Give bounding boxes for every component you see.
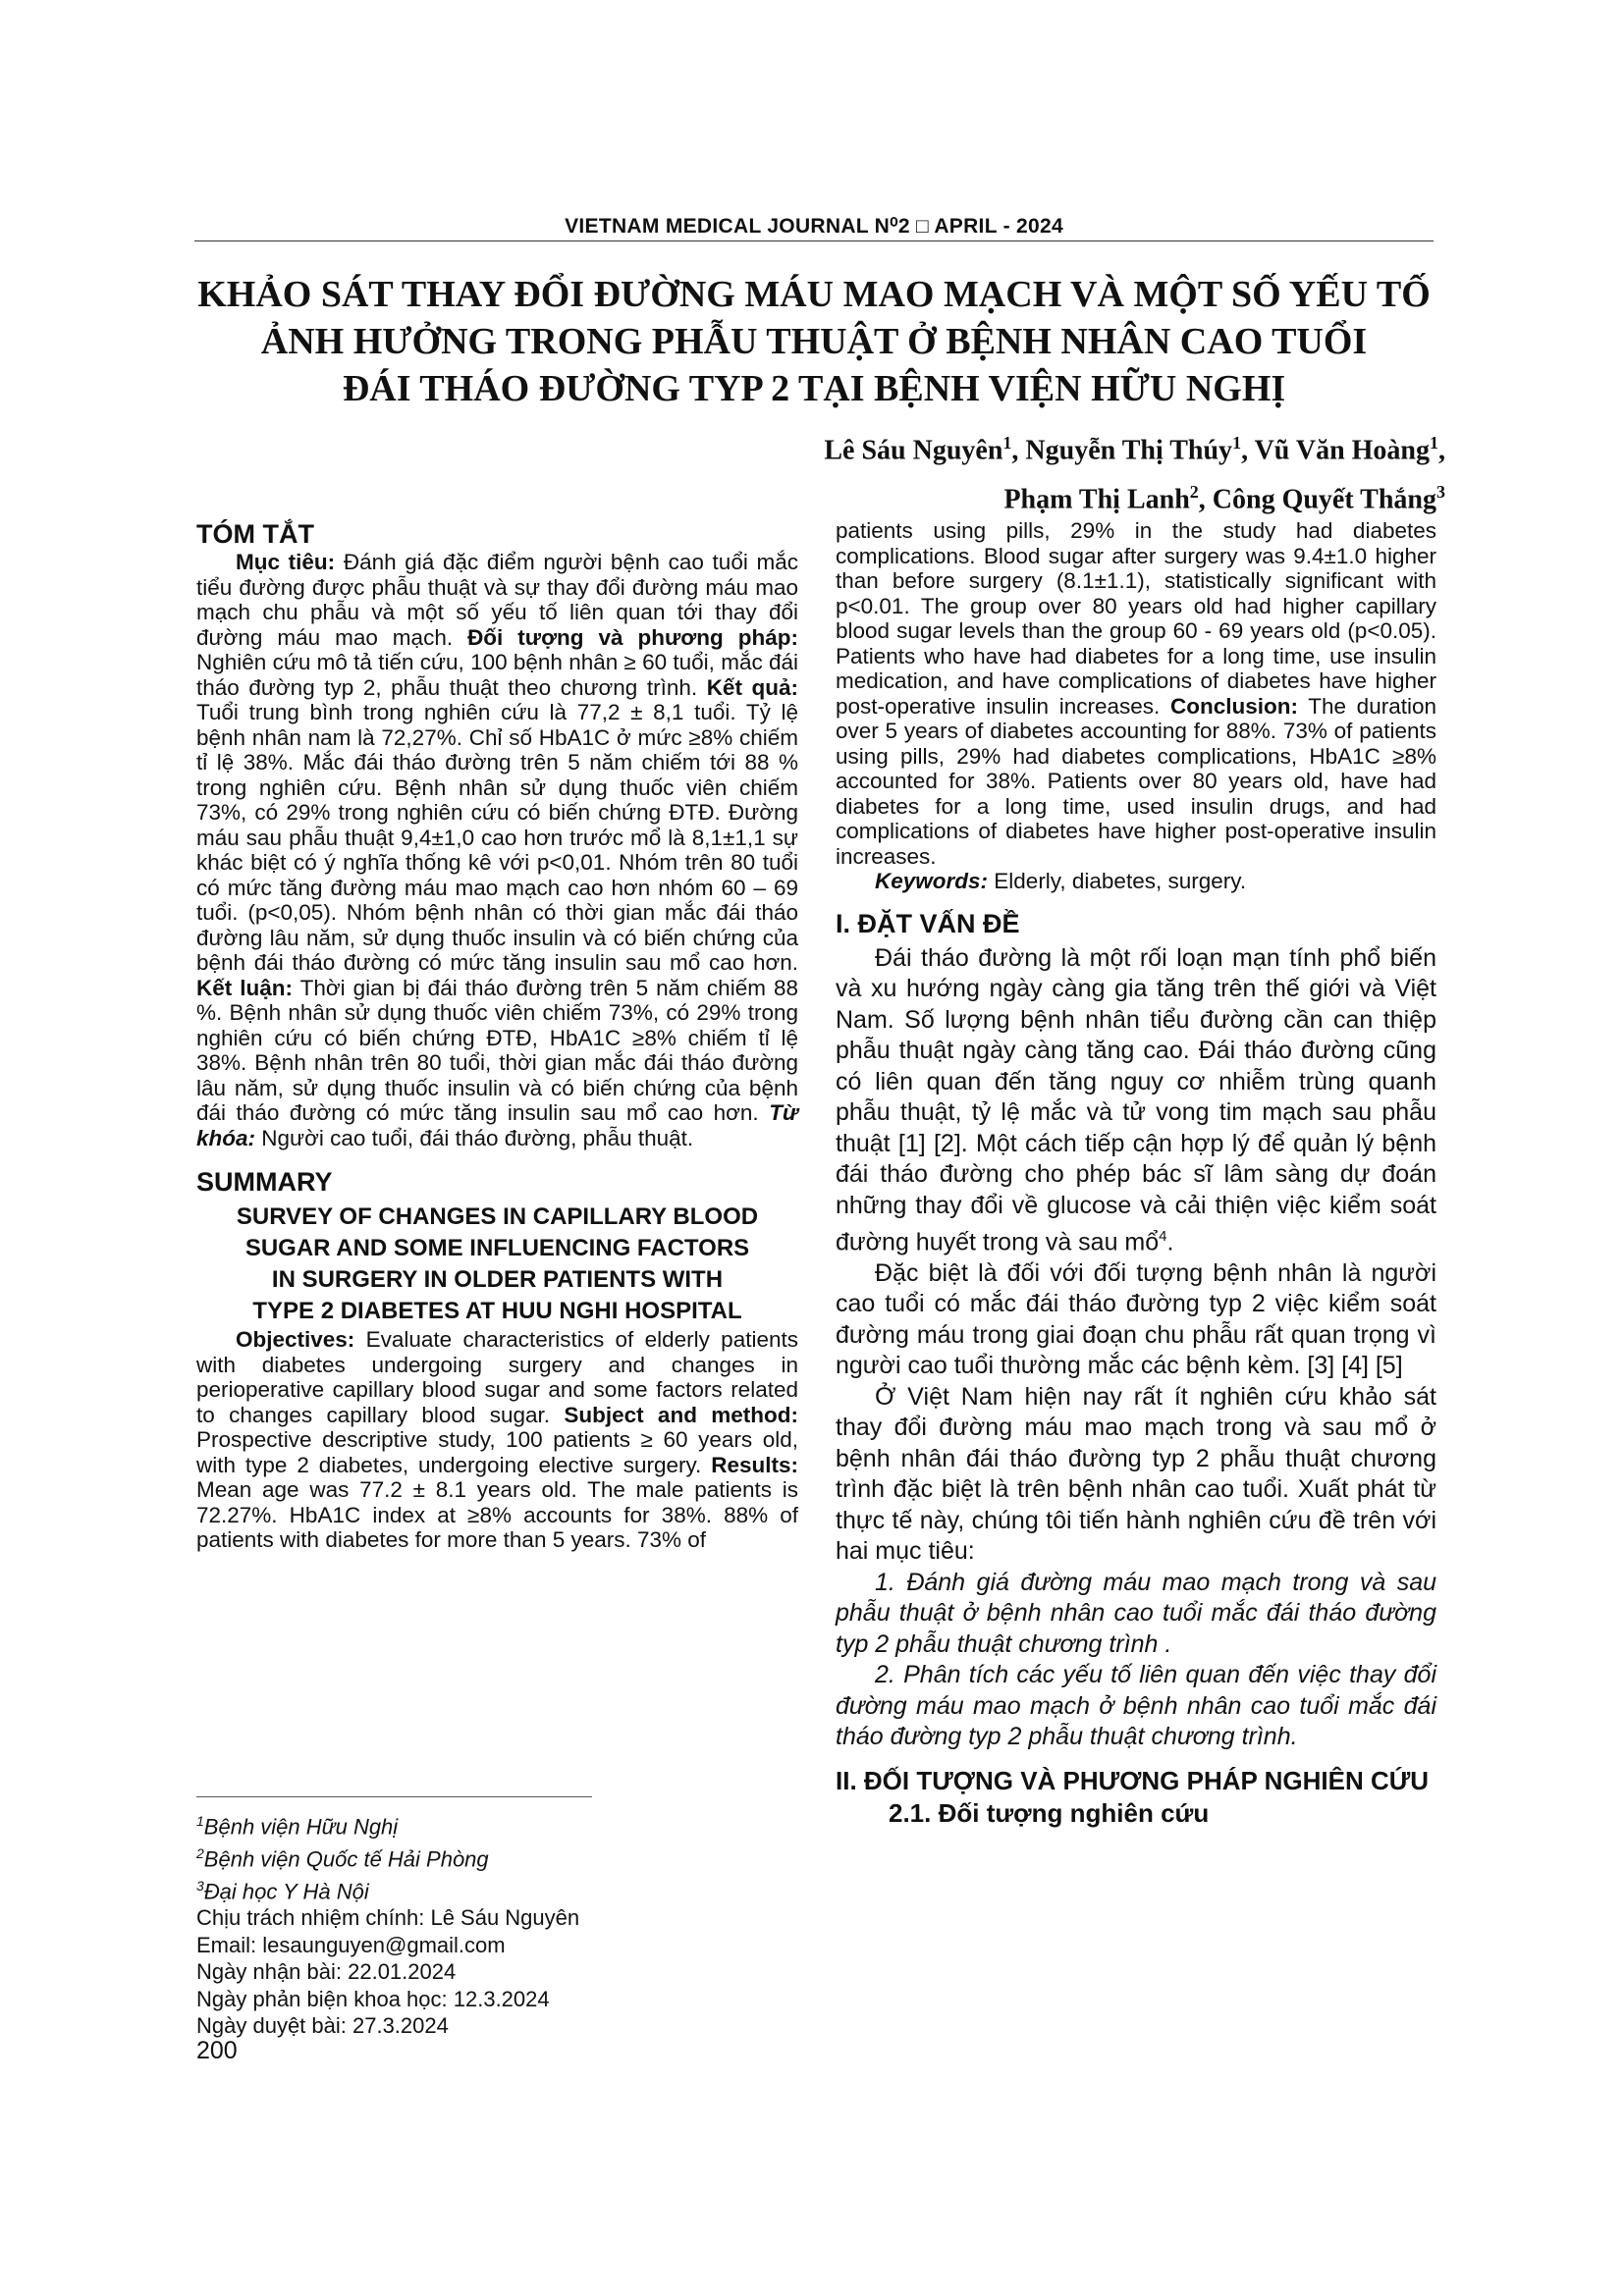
affiliation-marker: 1 [1430, 433, 1438, 453]
label-tu-khoa: Từ khóa: [196, 1100, 798, 1150]
affiliation-marker: 1 [1002, 433, 1012, 453]
responsible-author: Chịu trách nhiệm chính: Lê Sáu Nguyên [196, 1905, 580, 1931]
affiliation-marker: 3 [196, 1877, 204, 1894]
author-name: Lê Sáu Nguyên [824, 435, 1003, 466]
affiliation-marker: 1 [1232, 433, 1242, 453]
right-column [836, 518, 1436, 1830]
tomtat-heading: TÓM TẮT [196, 519, 314, 549]
paragraph: Đặc biệt là đối với đối tượng bệnh nhân là người cao tuổi có mắc đái tháo đường typ 2 việc kiểm soát đường máu trong giai đoạn chu phẫu rất quan trọng vì người cao tuổi thường mắc các bệnh kèm. [3] [4] [5] [836, 1258, 1436, 1380]
page-number: 200 [196, 2037, 238, 2064]
article-title [194, 271, 1434, 412]
footnote-rule [196, 1796, 592, 1797]
paragraph-text: . [1166, 1228, 1174, 1256]
label-doi-tuong: Đối tượng và phương pháp: [467, 624, 798, 650]
abstract-text: Người cao tuổi, đái tháo đường, phẫu thuật. [255, 1125, 694, 1150]
summary-title-line: SURVEY OF CHANGES IN CAPILLARY BLOOD [236, 1203, 759, 1230]
author-name: Nguyễn Thị Thúy [1025, 435, 1233, 466]
journal-header: VIETNAM MEDICAL JOURNAL N⁰2 □ APRIL - 2024 [565, 215, 1063, 238]
author-name: Công Quyết Thắng [1212, 484, 1436, 515]
affiliation-marker: 3 [1436, 482, 1445, 503]
summary-title-line: TYPE 2 DIABETES AT HUU NGHI HOSPITAL [252, 1298, 742, 1324]
citation-marker: 4 [1159, 1228, 1167, 1245]
section-2-1-heading: 2.1. Đối tượng nghiên cứu [889, 1797, 1210, 1828]
affiliation-text: Đại học Y Hà Nội [203, 1878, 369, 1903]
label-results: Results: [711, 1452, 798, 1477]
author-name: Phạm Thị Lanh [1003, 484, 1190, 515]
label-conclusion: Conclusion: [1169, 693, 1298, 719]
summary-heading: SUMMARY [196, 1167, 333, 1197]
label-keywords: Keywords: [875, 869, 989, 893]
abstract-text: The duration over 5 years of diabetes accounting for 88%. 73% of patients using pills, 29% had diabetes complications, HbA1C ≥8% accounted for 38%. Patients over 80 years old, have had diabetes for a long time, used insulin drugs, and had complications of diabetes have higher post-operative insulin increases. [836, 693, 1436, 869]
section-1-body [836, 943, 1436, 1753]
affiliation-marker: 1 [196, 1813, 204, 1829]
tomtat-abstract [196, 550, 798, 1150]
affiliation-3 [196, 1873, 805, 1905]
keywords-line [836, 869, 1436, 894]
objective-1: 1. Đánh giá đường máu mao mạch trong và sau phẫu thuật ở bệnh nhân cao tuổi mắc đái tháo đường typ 2 phẫu thuật chương trình . [836, 1568, 1436, 1658]
label-ket-luan: Kết luận: [196, 975, 294, 1000]
title-line-3: ĐÁI THÁO ĐƯỜNG TYP 2 TẠI BỆNH VIỆN HỮU NGHỊ [342, 368, 1286, 409]
author-line-1: Lê Sáu Nguyên$^1$, Nguyễn Thị Thúy$^1$, Vũ Văn Hoàng$^1$, [824, 433, 1445, 466]
affiliation-marker: 2 [196, 1844, 204, 1861]
abstract-text: Evaluate characteristics of elderly patients with diabetes undergoing surgery and changes in perioperative capillary blood sugar and some factors related to changes capillary blood sugar. [196, 1327, 798, 1427]
abstract-text: Prospective descriptive study, 100 patients ≥ 60 years old, with type 2 diabetes, undergoing elective surgery. [196, 1427, 798, 1477]
paragraph-text: Đái tháo đường là một rối loạn mạn tính phổ biến và xu hướng ngày càng gia tăng trên thế giới và Việt Nam. Số lượng bệnh nhân tiểu đường cần can thiệp phẫu thuật ngày càng tăng cao. Đái tháo đường cũng có liên quan đến tăng nguy cơ nhiễm trùng quanh phẫu thuật, tỷ lệ mắc và tử vong tim mạch sau phẫu thuật [1] [2]. Một cách tiếp cận hợp lý để quản lý bệnh đái tháo đường cho phép bác sĩ lâm sàng dự đoán những thay đổi về glucose và cải thiện việc kiểm soát đường huyết trong và sau mổ [836, 943, 1436, 1256]
summary-abstract-part1 [196, 1327, 798, 1553]
affiliation-text: Bệnh viện Hữu Nghị [203, 1814, 399, 1840]
date-reviewed: Ngày phản biện khoa học: 12.3.2024 [196, 1986, 550, 2011]
abstract-text: Mean age was 77.2 ± 8.1 years old. The male patients is 72.27%. HbA1C index at ≥8% accounts for 38%. 88% of patients with diabetes for more than 5 years. 73% of [196, 1477, 798, 1552]
summary-title [196, 1201, 798, 1327]
abstract-text: Đánh giá đặc điểm người bệnh cao tuổi mắc tiểu đường được phẫu thuật và sự thay đổi đường máu mao mạch chu phẫu và một số yếu tố liên quan tới thay đổi đường máu mao mạch. [196, 550, 799, 650]
summary-abstract-part2 [836, 518, 1436, 869]
affiliation-text: Bệnh viện Quốc tế Hải Phòng [203, 1846, 489, 1872]
label-ket-qua: Kết quả: [706, 674, 798, 700]
title-line-1: KHẢO SÁT THAY ĐỔI ĐƯỜNG MÁU MAO MẠCH VÀ MỘT SỐ YẾU TỐ [197, 274, 1431, 315]
section-2-heading: II. ĐỐI TƯỢNG VÀ PHƯƠNG PHÁP NGHIÊN CỨU [836, 1765, 1430, 1795]
abstract-text: Thời gian bị đái tháo đường trên 5 năm chiếm 88 %. Bệnh nhân sử dụng thuốc viên chiếm 73%, có 29% trong nghiên cứu có biến chứng ĐTĐ, HbA1C ≥8% chiếm tỉ lệ 38%. Bệnh nhân trên 80 tuổi, thời gian mắc đái tháo đường lâu năm, sử dụng thuốc insulin và có biến chứng của bệnh đái tháo đường có mức tăng insulin sau mổ cao hơn. [196, 975, 798, 1125]
abstract-text: Nghiên cứu mô tả tiến cứu, 100 bệnh nhân ≥ 60 tuổi, mắc đái tháo đường typ 2, phẫu thuật theo chương trình. [196, 650, 798, 700]
label-muc-tieu: Mục tiêu: [236, 550, 336, 574]
date-accepted: Ngày duyệt bài: 27.3.2024 [196, 2013, 449, 2039]
label-objectives: Objectives: [236, 1327, 355, 1352]
affiliation-2 [196, 1841, 805, 1873]
email: Email: lesaunguyen@gmail.com [196, 1932, 506, 1957]
affiliation-marker: 2 [1189, 482, 1199, 503]
paragraph [836, 943, 1436, 1258]
affiliation-1 [196, 1808, 805, 1841]
summary-title-line: IN SURGERY IN OLDER PATIENTS WITH [271, 1266, 724, 1293]
abstract-text: patients using pills, 29% in the study had diabetes complications. Blood sugar after surgery was 9.4±1.0 higher than before surgery (8.1±1.1), statistically significant with p<0.01. The group over 80 years old had higher capillary blood sugar levels than the group 60 - 69 years old (p<0.05). Patients who have had diabetes for a long time, use insulin medication, and have complications of diabetes have higher post-operative insulin increases. [836, 518, 1436, 719]
date-received: Ngày nhận bài: 22.01.2024 [196, 1959, 457, 1985]
section-1-heading: I. ĐẶT VẤN ĐỀ [836, 908, 1020, 938]
paragraph: Ở Việt Nam hiện nay rất ít nghiên cứu khảo sát thay đổi đường máu mao mạch trong và sau mổ ở bệnh nhân đái tháo đường typ 2 phẫu thuật chương trình đặc biệt là trên bệnh nhân cao tuổi. Xuất phát từ thực tế này, chúng tôi tiến hành nghiên cứu đề trên với hai mục tiêu: [836, 1382, 1436, 1566]
header-rule [194, 240, 1434, 241]
objective-2: 2. Phân tích các yếu tố liên quan đến việc thay đổi đường máu mao mạch ở bệnh nhân cao tuổi mắc đái tháo đường typ 2 phẫu thuật chương trình. [836, 1661, 1436, 1751]
summary-title-line: SUGAR AND SOME INFLUENCING FACTORS [244, 1235, 750, 1261]
footnotes [196, 1808, 805, 2040]
abstract-text: Tuổi trung bình trong nghiên cứu là 77,2 ± 8,1 tuổi. Tỷ lệ bệnh nhân nam là 72,27%. Chỉ số HbA1C ở mức ≥8% chiếm tỉ lệ 38%. Mắc đái tháo đường trên 5 năm chiếm tới 88 % trong nghiên cứu. Bệnh nhân sử dụng thuốc viên chiếm 73%, có 29% trong nghiên cứu có biến chứng ĐTĐ. Đường máu sau phẫu thuật 9,4±1,0 cao hơn trước mổ là 8,1±1,1 sự khác biệt có ý nghĩa thống kê với p<0,01. Nhóm trên 80 tuổi có mức tăng đường máu mao mạch cao hơn nhóm 60 – 69 tuổi. (p<0,05). Nhóm bệnh nhân có thời gian mắc đái tháo đường lâu năm, sử dụng thuốc insulin và có biến chứng của bệnh đái tháo đường có mức tăng insulin sau mổ cao hơn. [196, 700, 798, 975]
label-subject-method: Subject and method: [564, 1402, 798, 1427]
author-list [562, 422, 1445, 521]
keywords-text: Elderly, diabetes, surgery. [988, 869, 1247, 893]
author-name: Vũ Văn Hoàng [1254, 435, 1430, 466]
title-line-2: ẢNH HƯỞNG TRONG PHẪU THUẬT Ở BỆNH NHÂN CAO TUỔI [260, 321, 1368, 362]
author-line-2: Phạm Thị Lanh$^2$, Công Quyết Thắng$^3$ [1003, 482, 1445, 515]
left-column [196, 518, 798, 1553]
